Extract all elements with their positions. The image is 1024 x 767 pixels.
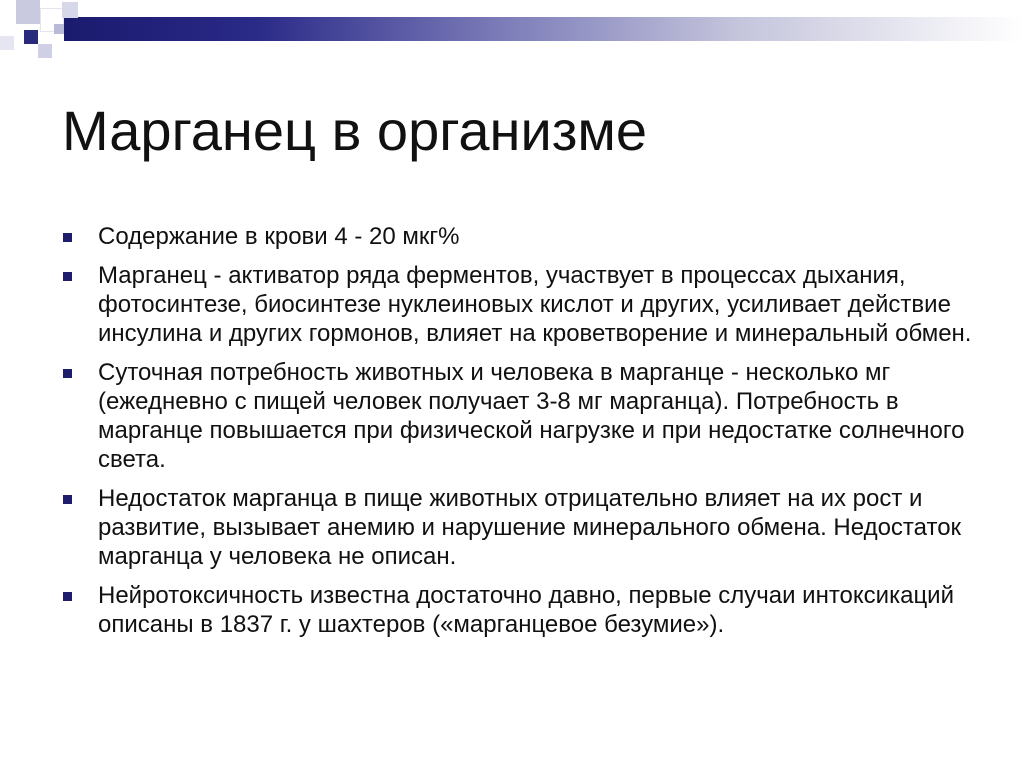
square-bullet-icon: [63, 592, 72, 601]
bullet-text: Нейротоксичность известна достаточно давно, первые случаи интоксикаций описаны в 1837 г. у шахтеров («марганцевое безумие»).: [98, 582, 954, 638]
decor-square: [62, 2, 78, 18]
header-gradient-bar: [64, 17, 1024, 41]
bullet-text: Содержание в крови 4 - 20 мкг%: [98, 223, 460, 250]
bullet-text: Недостаток марганца в пище животных отрицательно влияет на их рост и развитие, вызывает анемию и нарушение минерального обмена. Недостаток марганца у человека не описан.: [98, 485, 962, 570]
decor-square: [54, 24, 64, 34]
bullet-item: [62, 261, 982, 348]
bullet-item: [62, 358, 982, 474]
bullet-item: [62, 581, 982, 639]
square-bullet-icon: [63, 272, 72, 281]
decor-square: [0, 36, 14, 50]
square-bullet-icon: [63, 369, 72, 378]
bullet-text: Суточная потребность животных и человека в марганце - несколько мг (ежедневно с пищей человек получает 3-8 мг марганца). Потребность в марганце повышается при физической нагрузке и при недостатке солнечного света.: [98, 359, 965, 473]
bullet-item: [62, 222, 982, 251]
decor-square: [24, 30, 38, 44]
slide-title: Марганец в организме: [62, 99, 648, 162]
bullet-list: [62, 222, 982, 649]
decor-square: [38, 44, 52, 58]
bullet-text: Марганец - активатор ряда ферментов, участвует в процессах дыхания, фотосинтезе, биосинтезе нуклеиновых кислот и других, усиливает действие инсулина и других гормонов, влияет на кроветворение и минеральный обмен.: [98, 262, 972, 347]
square-bullet-icon: [63, 233, 72, 242]
bullet-item: [62, 484, 982, 571]
decor-square: [16, 0, 40, 24]
square-bullet-icon: [63, 495, 72, 504]
